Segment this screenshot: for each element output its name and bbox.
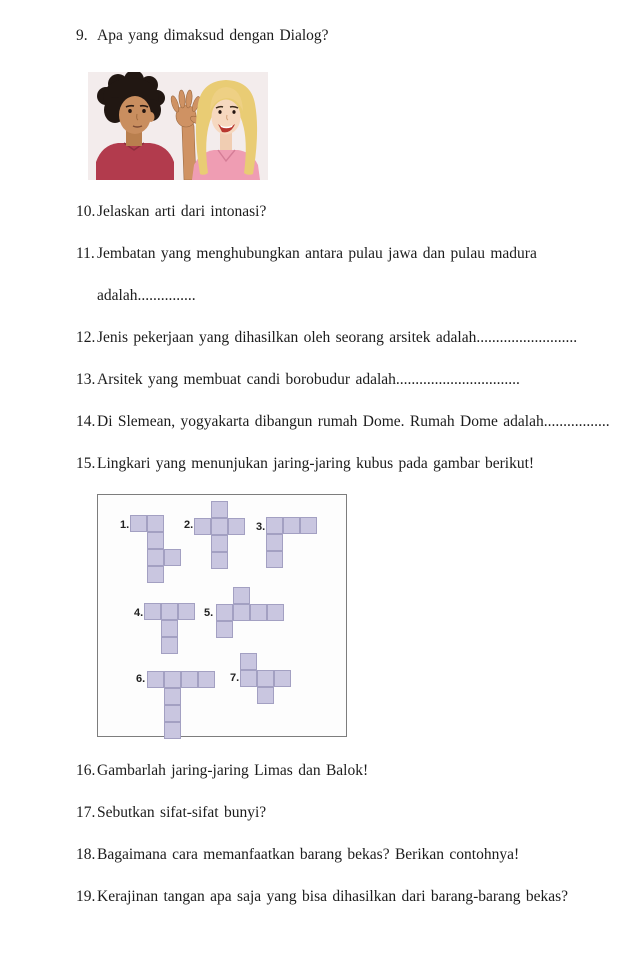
- net-cell: [164, 722, 181, 739]
- question-18: [76, 846, 519, 864]
- net-cell: [266, 551, 283, 568]
- net-cell: [147, 532, 164, 549]
- net-cell: [250, 604, 267, 621]
- question-number: 12.: [76, 329, 96, 346]
- net-cell: [130, 515, 147, 532]
- net-shape-label: 5.: [204, 607, 214, 619]
- question-9: [76, 27, 329, 45]
- question-11: [76, 245, 537, 263]
- net-cell: [164, 705, 181, 722]
- net-cell: [257, 687, 274, 704]
- question-number: 9.: [76, 27, 88, 44]
- question-text: Sebutkan sifat-sifat bunyi?: [97, 804, 267, 821]
- question-text: Apa yang dimaksud dengan Dialog?: [97, 27, 329, 44]
- net-cell: [283, 517, 300, 534]
- net-cell: [211, 518, 228, 535]
- net-cell: [240, 653, 257, 670]
- question-10: [76, 203, 266, 221]
- question-17: [76, 804, 266, 822]
- net-cell: [147, 671, 164, 688]
- net-cell: [211, 501, 228, 518]
- net-cell: [233, 604, 250, 621]
- question-text: Di Slemean, yogyakarta dibangun rumah Dome. Rumah Dome adalah.................: [97, 413, 610, 430]
- net-cell: [216, 621, 233, 638]
- question-number: 18.: [76, 846, 96, 863]
- question-text: Lingkari yang menunjukan jaring-jaring kubus pada gambar berikut!: [97, 455, 535, 472]
- question-text: Jembatan yang menghubungkan antara pulau jawa dan pulau madura: [97, 245, 537, 262]
- net-cell: [266, 534, 283, 551]
- net-cell: [161, 620, 178, 637]
- net-cell: [147, 549, 164, 566]
- net-cell: [274, 670, 291, 687]
- net-cell: [178, 603, 195, 620]
- question-number: 15.: [76, 455, 96, 472]
- question-12: [76, 329, 577, 347]
- net-shape-label: 6.: [136, 673, 146, 685]
- question-number: 13.: [76, 371, 96, 388]
- net-cell: [228, 518, 245, 535]
- question-text: Arsitek yang membuat candi borobudur adalah................................: [97, 371, 520, 388]
- net-cell: [240, 670, 257, 687]
- net-cell: [300, 517, 317, 534]
- question-text: Jenis pekerjaan yang dihasilkan oleh seorang arsitek adalah..........................: [97, 329, 578, 346]
- net-cell: [267, 604, 284, 621]
- question-number: 16.: [76, 762, 96, 779]
- net-cell: [233, 587, 250, 604]
- net-cell: [164, 549, 181, 566]
- question-14: [76, 413, 610, 431]
- question-number: 11.: [76, 245, 95, 262]
- question-text: Jelaskan arti dari intonasi?: [97, 203, 267, 220]
- net-shape-label: 3.: [256, 521, 266, 533]
- net-cell: [147, 515, 164, 532]
- net-cell: [144, 603, 161, 620]
- question-number: 14.: [76, 413, 96, 430]
- net-cell: [211, 535, 228, 552]
- net-cell: [216, 604, 233, 621]
- question-16: [76, 762, 368, 780]
- question-13: [76, 371, 520, 389]
- net-cell: [164, 671, 181, 688]
- net-cell: [198, 671, 215, 688]
- net-cell: [164, 688, 181, 705]
- net-cell: [181, 671, 198, 688]
- net-shape-label: 2.: [184, 519, 194, 531]
- question-number: 17.: [76, 804, 96, 821]
- question-text: Bagaimana cara memanfaatkan barang bekas? Berikan contohnya!: [97, 846, 520, 863]
- question-number: 10.: [76, 203, 96, 220]
- cube-nets-figure: [97, 494, 347, 737]
- net-shape-label: 1.: [120, 519, 130, 531]
- net-cell: [266, 517, 283, 534]
- question-text: Kerajinan tangan apa saja yang bisa dihasilkan dari barang-barang bekas?: [97, 888, 568, 905]
- net-cell: [161, 637, 178, 654]
- net-cell: [257, 670, 274, 687]
- net-shape-label: 7.: [230, 672, 240, 684]
- net-shape-label: 4.: [134, 607, 144, 619]
- net-cell: [211, 552, 228, 569]
- question-text: Gambarlah jaring-jaring Limas dan Balok!: [97, 762, 369, 779]
- question-15: [76, 455, 534, 473]
- dialog-illustration: [88, 72, 268, 180]
- girl-figure: [192, 80, 260, 180]
- net-cell: [194, 518, 211, 535]
- net-cell: [161, 603, 178, 620]
- question-11-answer-line: adalah...............: [97, 287, 196, 304]
- question-19: [76, 888, 568, 906]
- net-cell: [147, 566, 164, 583]
- question-number: 19.: [76, 888, 96, 905]
